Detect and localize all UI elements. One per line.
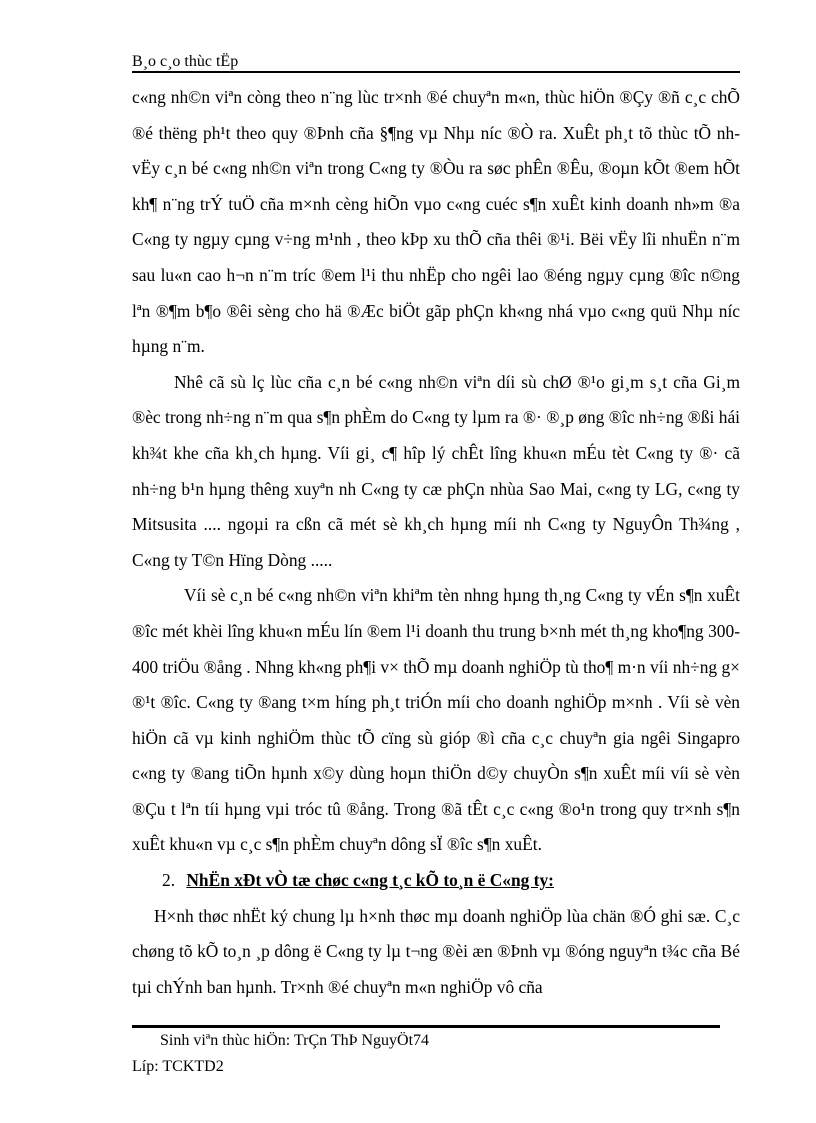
- paragraph-2: Nhê cã sù lç lùc cña c¸n bé c«ng nh©n viªn díi sù chØ ®¹o gi¸m s¸t cña Gi¸m ®èc trong nh÷ng n¨m qua s¶n phÈm do C«ng ty lµm ra ®· ®¸p øng ®îc nh÷ng ®ßi hái kh¾t khe cña kh¸ch hµng. Víi gi¸ c¶ hîp lý chÊt lîng khu«n mÉu tèt C«ng ty ®· cã nh÷ng b¹n hµng thêng xuyªn nh C«ng ty cæ phÇn nhùa Sao Mai, c«ng ty LG, c«ng ty Mitsusita .... ngoµi ra cßn cã mét sè kh¸ch hµng míi nh C«ng ty NguyÔn Th¾ng , C«ng ty T©n Hïng Dòng .....: [132, 371, 740, 570]
- paragraph-4: H×nh thøc nhËt ký chung lµ h×nh thøc mµ doanh nghiÖp lùa chän ®Ó ghi sæ. C¸c chøng tõ kÕ to¸n ¸p dông ë C«ng ty lµ t¬ng ®èi æn ®Þnh vµ ®óng nguyªn t¾c cña Bé tµi chÝnh ban hµnh. Tr×nh ®é chuyªn m«n nghiÖp vô cña: [132, 905, 740, 997]
- footer-student: Sinh viªn thùc hiÖn: TrÇn ThÞ NguyÖt74: [160, 1032, 430, 1049]
- section-number: 2.: [162, 870, 176, 891]
- footer-class: Líp: TCKTD2: [132, 1058, 224, 1075]
- paragraph-1: c«ng nh©n viªn còng theo n¨ng lùc tr×nh ®é chuyªn m«n, thùc hiÖn ®Çy ®ñ c¸c chÕ ®é thëng ph¹t theo quy ®Þnh cña §¶ng vµ Nhµ níc ®Ò ra. XuÊt ph¸t tõ thùc tÕ nh vËy c¸n bé c«ng nh©n viªn trong C«ng ty ®Òu ra søc phÊn ®Êu, ®oµn kÕt ®em hÕt kh¶ n¨ng trÝ tuÖ cña m×nh cèng hiÕn vµo c«ng cuéc s¶n xuÊt kinh doanh nh»m ®a C«ng ty ngµy cµng v÷ng m¹nh , theo kÞp xu thÕ cña thêi ®¹i. Bëi vËy lîi nhuËn n¨m sau lu«n cao h¬n n¨m tríc ®em l¹i thu nhËp cho ngêi lao ®éng ngµy cµng ®îc n©ng lªn ®¶m b¶o ®êi sèng cho hä ®Æc biÖt gãp phÇn kh«ng nhá vµo c«ng quü Nhµ níc hµng n¨m.: [132, 87, 740, 357]
- section-title: NhËn xÐt vÒ tæ chøc c«ng t¸c kÕ to¸n ë C«ng ty:: [186, 870, 554, 891]
- section-heading: [132, 863, 740, 899]
- paragraph-3: Víi sè c¸n bé c«ng nh©n viªn khiªm tèn nhng hµng th¸ng C«ng ty vÉn s¶n xuÊt ®îc mét khèi lîng khu«n mÉu lín ®em l¹i doanh thu trung b×nh mét th¸ng kho¶ng 300-400 triÖu ®ång . Nhng kh«ng ph¶i v× thÕ mµ doanh nghiÖp tù tho¶ m·n víi nh÷ng g× ®¹t ®îc. C«ng ty ®ang t×m híng ph¸t triÓn míi cho doanh nghiÖp m×nh . Víi sè vèn hiÖn cã vµ kinh nghiÖm thùc tÕ cïng sù gióp ®ì cña c¸c chuyªn gia ngêi Singapro c«ng ty ®ang tiÕn hµnh x©y dùng hoµn thiÖn d©y chuyÒn s¶n xuÊt míi víi sè vèn ®Çu t lªn tíi hµng vµi tróc tû ®ång. Trong ®ã tÊt c¸c c«ng ®o¹n trong quy tr×nh s¶n xuÊt khu«n vµ c¸c s¶n phÈm chuyªn dông sÏ ®îc s¶n xuÊt.: [132, 585, 740, 855]
- footer-rule: [132, 1025, 720, 1028]
- header-rule: [132, 71, 740, 73]
- page-header: B¸o c¸o thùc tËp: [132, 53, 239, 70]
- document-body: [132, 80, 740, 1005]
